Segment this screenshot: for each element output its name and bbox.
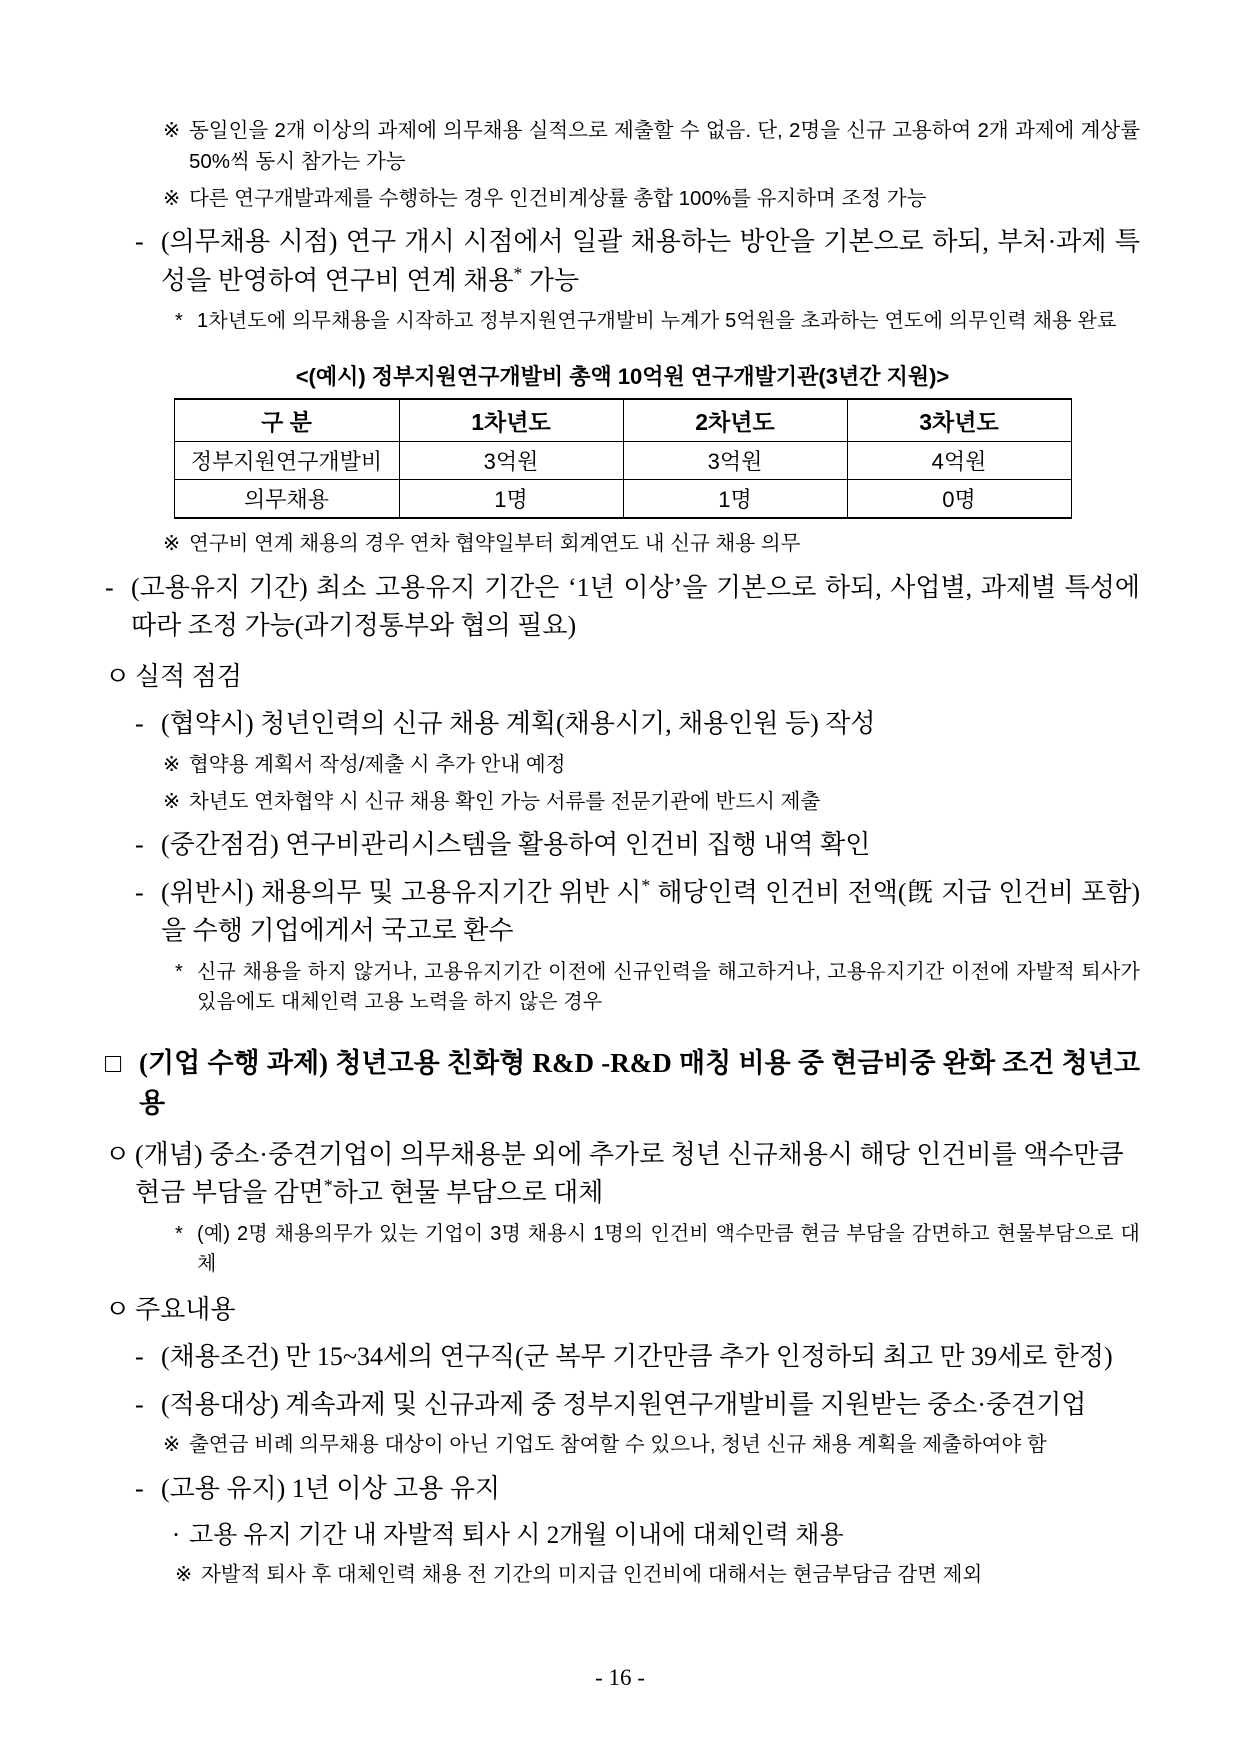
page-content [105, 116, 1140, 1591]
list-item-dash [135, 826, 1140, 864]
middot-text: 고용 유지 기간 내 자발적 퇴사 시 2개월 이내에 대체인력 채용 [189, 1522, 844, 1550]
note-text: 자발적 퇴사 후 대체인력 채용 전 기간의 미지급 인건비에 대해서는 현금부담금 감면 제외 [201, 1563, 983, 1587]
table-header-row [174, 399, 1071, 442]
dash-marker: - [135, 830, 144, 860]
list-item-circle [105, 1291, 1140, 1329]
example-table [174, 398, 1072, 519]
footnote-text: (예) 2명 채용의무가 있는 기업이 3명 채용시 1명의 인건비 액수만큼 현금 부담을 감면하고 현물부담으로 대체 [197, 1222, 1140, 1275]
list-item-dash [135, 1470, 1140, 1508]
note-line [163, 529, 1140, 560]
dash-text: (적용대상) 계속과제 및 신규과제 중 정부지원연구개발비를 지원받는 중소·중견기업 [161, 1389, 1087, 1419]
footnote-text: 신규 채용을 하지 않거나, 고용유지기간 이전에 신규인력을 해고하거나, 고용유지기간 이전에 자발적 퇴사가 있음에도 대체인력 고용 노력을 하지 않은 경우 [197, 960, 1140, 1013]
dash-text: (고용유지 기간) 최소 고용유지 기간은 ‘1년 이상’을 기본으로 하되, 사업별, 과제별 특성에 따라 조정 가능(과기정통부와 협의 필요) [131, 572, 1140, 641]
dash-text-tail: 가능 [522, 265, 580, 295]
note-line [163, 184, 1140, 215]
dash-text: (고용 유지) 1년 이상 고용 유지 [161, 1473, 501, 1503]
page-number: - 16 - [595, 1665, 645, 1690]
dash-marker: - [135, 877, 144, 907]
square-marker: □ [105, 1047, 122, 1078]
table-header-cell: 3차년도 [847, 399, 1071, 442]
note-marker: ※ [163, 119, 181, 142]
note-line [163, 1430, 1140, 1461]
note-line [175, 1560, 1140, 1591]
dash-marker: - [135, 1473, 144, 1503]
dash-marker: - [135, 227, 144, 257]
list-item-dash [135, 705, 1140, 743]
dash-text-tail: 해당인력 인건비 전액(旣 지급 인건비 포함)을 수행 기업에게서 국고로 환수 [161, 877, 1140, 946]
table-cell: 정부지원연구개발비 [174, 442, 399, 480]
dash-marker: - [135, 1342, 144, 1372]
note-text: 차년도 연차협약 시 신규 채용 확인 가능 서류를 전문기관에 반드시 제출 [189, 789, 821, 813]
note-marker: ※ [175, 1563, 193, 1587]
table-header-cell: 구 분 [174, 399, 399, 442]
note-marker: ※ [163, 186, 181, 210]
circle-marker: ㅇ [105, 661, 131, 691]
list-item-dash [105, 569, 1140, 646]
note-line [163, 116, 1140, 178]
table-cell: 1명 [623, 480, 847, 519]
dash-text-main: (위반시) 채용의무 및 고용유지기간 위반 시 [161, 877, 642, 907]
circle-text-tail: 하고 현물 부담으로 대체 [332, 1178, 604, 1208]
dash-text-main: (의무채용 시점) 연구 개시 시점에서 일괄 채용하는 방안을 기본으로 하되, 부처·과제 특성을 반영하여 연구비 연계 채용 [161, 227, 1140, 295]
dash-text: (채용조건) 만 15~34세의 연구직(군 복무 기간만큼 추가 인정하되 최고 만 39세로 한정) [161, 1342, 1113, 1372]
table-cell: 1명 [399, 480, 623, 519]
note-line [163, 787, 1140, 818]
list-item-circle [105, 658, 1140, 696]
section-heading-text: (기업 수행 과제) 청년고용 친화형 R&D -R&D 매칭 비용 중 현금비중 완화 조건 청년고용 [139, 1047, 1140, 1119]
note-text: 연구비 연계 채용의 경우 연차 협약일부터 회계연도 내 신규 채용 의무 [189, 532, 801, 556]
footnote-star-icon: * [323, 1175, 333, 1196]
circle-marker: ㅇ [105, 1139, 131, 1169]
table-header-cell: 1차년도 [399, 399, 623, 442]
note-text: 동일인을 2개 이상의 과제에 의무채용 실적으로 제출할 수 없음. 단, 2명을 신규 고용하여 2개 과제에 계상률 50%씩 동시 참가는 가능 [189, 119, 1140, 173]
table-cell: 3억원 [399, 442, 623, 480]
list-item-middot [163, 1517, 1140, 1554]
list-item-dash [135, 1386, 1140, 1424]
note-marker: ※ [163, 752, 181, 776]
star-marker: * [175, 1222, 183, 1245]
circle-text-main: (개념) 중소·중견기업이 의무채용분 외에 추가로 청년 신규채용시 해당 인건비를 액수만큼 현금 부담을 감면 [135, 1139, 1124, 1208]
dash-text [161, 223, 1140, 300]
note-text: 다른 연구개발과제를 수행하는 경우 인건비계상률 총합 100%를 유지하며 조정 가능 [189, 186, 927, 210]
note-marker: ※ [163, 532, 181, 556]
table-header-cell: 2차년도 [623, 399, 847, 442]
note-line [163, 750, 1140, 781]
table-cell: 0명 [847, 480, 1071, 519]
dash-marker: - [135, 709, 144, 739]
section-heading [105, 1043, 1140, 1124]
footnote-line [175, 1219, 1140, 1279]
dash-text: (협약시) 청년인력의 신규 채용 계획(채용시기, 채용인원 등) 작성 [161, 709, 876, 739]
note-marker: ※ [163, 1433, 181, 1457]
note-text: 협약용 계획서 작성/제출 시 추가 안내 예정 [189, 752, 566, 776]
list-item-dash [135, 874, 1140, 951]
dash-text: (중간점검) 연구비관리시스템을 활용하여 인건비 집행 내역 확인 [161, 830, 871, 860]
table-row [174, 442, 1071, 480]
note-text: 출연금 비례 의무채용 대상이 아닌 기업도 참여할 수 있으나, 청년 신규 채용 계획을 제출하여야 함 [189, 1433, 1047, 1457]
star-marker: * [175, 310, 183, 333]
middot-marker: · [171, 1522, 181, 1550]
circle-marker: ㅇ [105, 1294, 131, 1324]
footnote-line [175, 306, 1140, 336]
dash-marker: - [105, 572, 114, 602]
circle-text: 주요내용 [135, 1294, 236, 1324]
table-cell: 4억원 [847, 442, 1071, 480]
table-cell: 3억원 [623, 442, 847, 480]
table-cell: 의무채용 [174, 480, 399, 519]
footnote-star-icon: * [641, 875, 651, 896]
note-marker: ※ [163, 789, 181, 813]
circle-text [135, 1136, 1140, 1213]
list-item-dash [135, 1338, 1140, 1376]
table-row [174, 480, 1071, 519]
dash-text [161, 874, 1140, 951]
list-item-circle [105, 1136, 1140, 1213]
footnote-line [175, 957, 1140, 1017]
dash-marker: - [135, 1389, 144, 1419]
circle-text: 실적 점검 [135, 661, 242, 691]
list-item-dash [135, 223, 1140, 300]
table-caption: <(예시) 정부지원연구개발비 총액 10억원 연구개발기관(3년간 지원)> [295, 364, 950, 390]
footnote-text: 1차년도에 의무채용을 시작하고 정부지원연구개발비 누계가 5억원을 초과하는 연도에 의무인력 채용 완료 [197, 310, 1117, 333]
star-marker: * [175, 960, 183, 983]
footnote-star-icon: * [513, 263, 523, 284]
